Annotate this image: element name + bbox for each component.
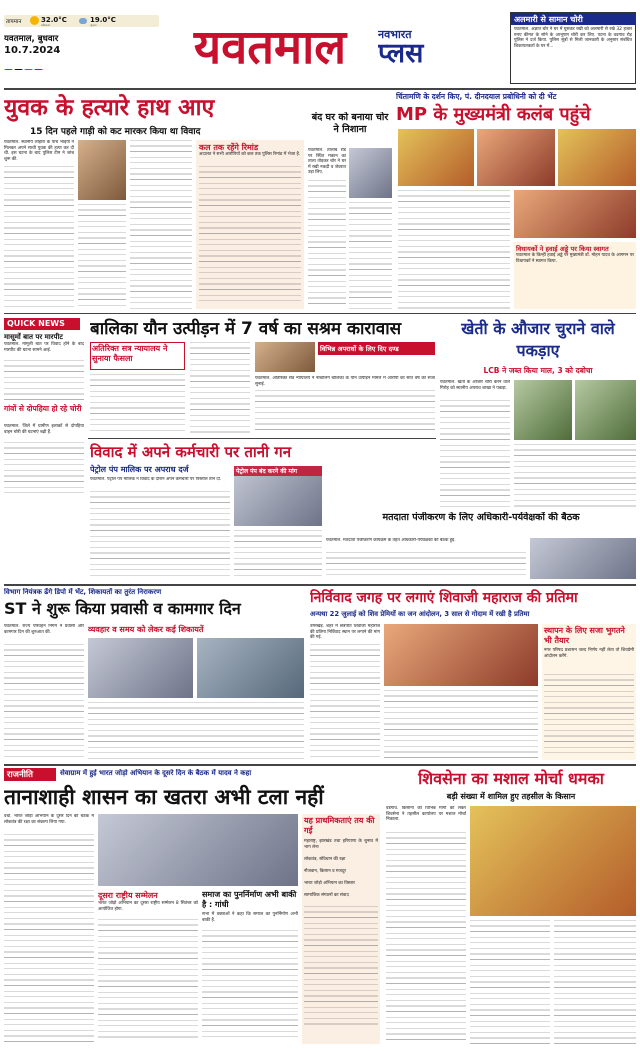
gavel-photo	[255, 342, 315, 372]
politics-body: वर्धा. भारत जोड़ो अभियान के दूसरे दिन की बैठक में लोकतंत्र की रक्षा का संकल्प लिया गया.	[4, 814, 94, 825]
st-headline: ST ने शुरू किया प्रवासी व कामगार दिन	[4, 599, 241, 618]
quick-news-title-1: मासूमों बात पर मारपीट	[4, 333, 63, 341]
punishment-body: नगर परिषद प्रशासन जल्द निर्णय नहीं लेता तो शिवप्रेमी आंदोलन करेंगे.	[544, 648, 634, 659]
lead-col2	[78, 204, 126, 309]
priorities-box	[302, 814, 380, 1044]
court-headline: बालिका यौन उत्पीड़न में 7 वर्ष का सश्रम कारावास	[90, 319, 402, 339]
almirah-theft-box	[510, 12, 636, 84]
court-fact-title: विभिन्न अपराधों के लिए दिए दण्ड	[318, 342, 435, 355]
edition-date: 10.7.2024	[4, 45, 61, 56]
mp-photo-2	[477, 129, 555, 186]
almirah-body: यवतमाल. अज्ञात चोर ने घर में घुसकर रखी को अलमारी से रखे 32 हजार रुपए कीमत के सोने के आभूषण चोरी कर लिए. पटना के वडगाव रोड़ पुलिस ने दर्ज किया. पुलिस सूत्रों से मिली जानकारी के अनुसार संबंधित शिकायतकर्ता के घर में...	[514, 27, 632, 49]
st-body: यवतमाल. राज्य परिवहन निगम ने प्रवासी और कामगार दिन की शुरुआत की.	[4, 624, 84, 635]
temp-max-label: अधिकतम	[41, 24, 50, 27]
mp-photo-3	[558, 129, 636, 186]
court-subhead: अतिरिक्त सत्र न्यायालय ने सुनाया फैसला	[90, 342, 185, 370]
gun-headline: विवाद में अपने कर्मचारी पर तानी गन	[90, 443, 292, 461]
st-photo-2	[197, 638, 304, 698]
lead-headline: युवक के हत्यारे हाथ आए	[4, 95, 215, 121]
shivaji-headline: निर्विवाद जगह पर लगाएं शिवाजी महाराज की प्रतिमा	[310, 590, 578, 606]
summit-body: भारत जोड़ो अभियान का दूसरा राष्ट्रीय सम्मेलन 8 सितंबर को आयोजित होगा.	[98, 901, 198, 912]
voter-photo	[530, 538, 636, 579]
shivaji-subhead: अन्यथा 22 जुलाई को शिव प्रेमियों का जन आंदोलन, 3 साल से गोदाम में रखी है प्रतिमा	[310, 610, 530, 618]
mp-photo-4	[514, 190, 636, 238]
mp-airport-box	[514, 242, 636, 309]
cloud-icon	[79, 18, 87, 24]
airport-headline: विधायकों ने हवाई अड्डे पर किया स्वागत	[516, 245, 609, 253]
brand-bottom: प्लस	[378, 39, 424, 69]
almirah-headline: अलमारी से सामान चोरी	[511, 13, 635, 25]
politics-label: राजनीति	[4, 768, 56, 781]
sun-icon	[30, 16, 39, 25]
priority-item: सामाजिक संगठनों का संवाद	[304, 893, 349, 898]
st-photo-1	[88, 638, 193, 698]
priority-item: लोकतंत्र, संविधान की रक्षा	[304, 857, 346, 862]
temp-min-label: न्यूनतम	[90, 24, 97, 27]
voter-headline: मतदाता पंजीकरण के लिए अधिकारी-पर्यवेक्षकों की बैठक	[382, 512, 580, 523]
lead-body: यवतमाल. स्थानीय लोहारा के पांच भाईयों ने मिलकर अपने साथी युवक की हत्या कर दी थी. इस घटना के बाद पुलिस टीम ने जांच शुरू की.	[4, 140, 74, 162]
quick-news-title-2: गांवों से दोपहिया हो रहे चोरी	[4, 404, 82, 413]
theft-photo	[349, 148, 392, 198]
temp-max: 32.0°C	[41, 16, 67, 24]
politics-kicker: सेवाग्राम में हुई भारत जोड़ो अभियान के दूसरे दिन के बैठक में यादव ने कहा	[60, 769, 252, 777]
lead-remand-box	[196, 140, 304, 309]
society-column	[202, 890, 298, 1044]
weather-strip	[4, 15, 159, 27]
shivaji-photo	[384, 624, 538, 686]
mp-photo-1	[398, 129, 474, 186]
site-url[interactable]	[4, 4, 164, 13]
masthead-title: यवतमाल	[193, 20, 347, 75]
shivaji-body: उमरखेड़. शहर में छत्रपति शिवाजी महाराज की प्रतिमा निर्विवाद स्थान पर लगाने की मांग की गई.	[310, 624, 380, 641]
youtube-icon[interactable]	[34, 69, 43, 70]
st-kicker: विभाग नियंत्रक ढेंगे डिपो में भेंट, शिकायतों का तुरंत निराकरण	[4, 588, 162, 596]
punishment-headline: स्थापन के लिए सजा भुगतने भी तैयार	[544, 626, 625, 645]
farm-body: यवतमाल. खेती के औजार चोरी करने वाले गिरोह को स्थानीय अपराध शाखा ने पकड़ा.	[440, 380, 510, 391]
quick-news-body-1: यवतमाल. मामूली बात पर विवाद होने के बाद मारपीट की घटना सामने आई.	[4, 342, 84, 353]
gun-subhead: पेट्रोल पंप मालिक पर अपराध दर्ज	[90, 465, 189, 474]
x-icon[interactable]	[14, 69, 23, 70]
lead-col3	[130, 140, 192, 309]
remand-body: अदालत ने सभी आरोपियों को कल तक पुलिस रिमांड में भेजा है.	[199, 152, 301, 157]
court-body: यवतमाल. अतिरिक्त सत्र न्यायालय ने नाबालिग बालिका के यौन उत्पीड़न मामले में आरोपी को सात वर्ष की सजा सुनाई.	[255, 376, 435, 387]
summit-headline: दूसरा राष्ट्रीय सम्मेलन	[98, 891, 158, 900]
quick-news-column	[4, 318, 84, 508]
quick-news-body-2: यवतमाल. जिले में ग्रामीण इलाकों से दोपहिया वाहन चोरी की घटनाएं बढ़ी हैं.	[4, 424, 84, 435]
shivsena-photo	[470, 806, 636, 916]
lead-subhead: 15 दिन पहले गाड़ी को कट मारकर किया था विवाद	[30, 127, 201, 136]
society-body: सभा में वक्ताओं ने कहा कि समाज का पुनर्निर्माण अभी बाकी है.	[202, 912, 298, 923]
petrol-pump-caption: पेट्रोल पंप बंद करने की मांग	[234, 466, 322, 476]
society-headline: समाज का पुनर्निर्माण अभी बाकी है : गांधी	[202, 890, 297, 909]
city-day: यवतमाल, बुधवार	[4, 34, 59, 44]
st-subhead: व्यवहार व समय को लेकर कई शिकायतें	[88, 625, 204, 634]
remand-headline: कल तक रहेंगे रिमांड	[199, 143, 259, 152]
priority-item: महाराष्ट्र, झारखंड तथा हरियाणा के चुनाव में भाग लेना	[304, 839, 378, 850]
politics-photo	[98, 814, 298, 886]
temp-label: तापमान	[6, 19, 22, 25]
mp-kicker: चिंतामणि के दर्शन किए, पं. दीनदयाल प्रबोधिनी को दी भेंट	[396, 92, 557, 101]
shivsena-headline: शिवसेना का मशाल मोर्चा धमका	[418, 769, 604, 788]
summit-column	[98, 890, 198, 1044]
temp-min: 19.0°C	[90, 16, 116, 24]
facebook-icon[interactable]	[4, 69, 13, 70]
lead-photo	[78, 140, 126, 200]
politics-headline: तानाशाही शासन का खतरा अभी टला नहीं	[4, 785, 324, 809]
quick-news-label: QUICK NEWS	[4, 318, 80, 330]
theft-headline: बंद घर को बनाया चोर ने निशाना	[311, 112, 389, 135]
lead-body-text	[4, 166, 74, 309]
brand-top: नवभारत	[378, 28, 412, 41]
farm-photo-1	[514, 380, 572, 440]
priority-item: नौजवान, किसान व मजदूर	[304, 869, 346, 874]
mp-headline: MP के मुख्यमंत्री कलंब पहुंचे	[396, 104, 591, 125]
airport-body: यवतमाल के किन्हीं हवाई अड्डे पर मुख्यमंत्री डॉ. मोहन यादव के आगमन पर विधायकों ने स्वागत किया.	[516, 253, 634, 264]
theft-body: यवतमाल. तालाब रोड पर स्थित मकान का ताला तोड़कर चोर ने घर में रखी नकदी व जेवरात उड़ा लिए.	[308, 148, 346, 176]
voter-body: यवतमाल. मतदाता पंजीकरण कार्यक्रम के तहत अधिकारी-पर्यवेक्षकों की बैठक हुई.	[326, 538, 456, 543]
priority-item: भारत जोड़ो अभियान का विस्तार	[304, 881, 355, 886]
shivsena-subhead: बड़ी संख्या में शामिल हुए तहसील के किसान	[446, 792, 576, 801]
instagram-icon[interactable]	[24, 69, 33, 70]
farm-subhead: LCB ने जब्त किया माल, 3 को दबोचा	[483, 366, 593, 375]
farm-headline: खेती के औजार चुराने वाले पकड़ाए	[461, 319, 615, 360]
priorities-headline: यह प्राथमिकताएं तय की गईं	[304, 816, 375, 835]
punishment-box	[542, 624, 636, 760]
social-icons	[4, 60, 64, 70]
shivsena-body: वडगांव. किसानों की विभिन्न मांगों को लेकर शिवसेना ने तहसील कार्यालय पर मशाल मोर्चा निकाला.	[386, 806, 466, 823]
farm-photo-2	[575, 380, 636, 440]
gun-body: यवतमाल. पेट्रोल पंप मालिक ने विवाद के दौरान अपने कर्मचारी पर पिस्तौल तान दी.	[90, 477, 222, 482]
